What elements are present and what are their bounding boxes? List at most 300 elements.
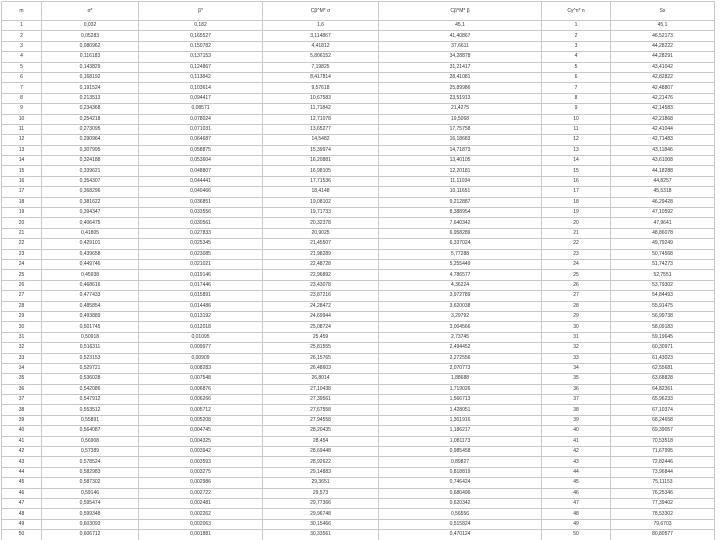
m-cell: 13 (2, 145, 42, 155)
m-cell: 21 (2, 228, 42, 238)
table-row (2, 228, 715, 238)
c-beta-sigma-cell: 28,92622 (263, 457, 379, 467)
c-beta-beta-cell: 0,680496 (379, 488, 542, 498)
c-gamma-n-cell: 27 (542, 291, 611, 301)
c-beta-beta-cell: 16,18683 (379, 135, 542, 145)
c-beta-beta-cell: 1,719026 (379, 384, 542, 394)
c-gamma-n-cell: 8 (542, 93, 611, 103)
sigma-cell: 0,213513 (42, 93, 139, 103)
c-beta-beta-cell: 8,388954 (379, 208, 542, 218)
table-row (2, 176, 715, 186)
c-beta-sigma-cell: 20,32378 (263, 218, 379, 228)
beta-cell: 0,053604 (139, 156, 263, 166)
c-gamma-n-cell: 34 (542, 363, 611, 373)
beta-cell: 0,005208 (139, 415, 263, 425)
c-beta-beta-cell: 0,620342 (379, 498, 542, 508)
c-beta-beta-cell: 2,070773 (379, 363, 542, 373)
beta-cell: 0,008283 (139, 363, 263, 373)
sigma-cell: 0,50918 (42, 332, 139, 342)
sx-cell: 42,41044 (611, 124, 715, 134)
c-beta-sigma-cell: 18,4148 (263, 187, 379, 197)
m-cell: 25 (2, 270, 42, 280)
m-cell: 4 (2, 52, 42, 62)
beta-cell: 0,137153 (139, 52, 263, 62)
sigma-cell: 0,485854 (42, 301, 139, 311)
table-row (2, 135, 715, 145)
beta-cell: 0,003275 (139, 467, 263, 477)
m-cell: 46 (2, 488, 42, 498)
c-beta-beta-cell: 6,337024 (379, 239, 542, 249)
sx-cell: 76,25346 (611, 488, 715, 498)
c-beta-beta-cell: 13,40105 (379, 156, 542, 166)
sx-cell: 65,96233 (611, 395, 715, 405)
m-cell: 17 (2, 187, 42, 197)
c-beta-sigma-cell: 20,9025 (263, 228, 379, 238)
c-gamma-n-cell: 49 (542, 519, 611, 529)
c-beta-sigma-cell: 27,67558 (263, 405, 379, 415)
c-beta-sigma-cell: 29,96748 (263, 509, 379, 519)
c-gamma-n-cell: 30 (542, 322, 611, 332)
c-beta-sigma-cell: 13,65277 (263, 124, 379, 134)
c-beta-beta-cell: 2,494452 (379, 343, 542, 353)
sigma-cell: 0,254218 (42, 114, 139, 124)
table-row (2, 343, 715, 353)
c-beta-sigma-cell: 11,71842 (263, 104, 379, 114)
c-gamma-n-cell: 17 (542, 187, 611, 197)
m-cell: 19 (2, 208, 42, 218)
m-cell: 14 (2, 156, 42, 166)
sx-cell: 56,99738 (611, 311, 715, 321)
table-row (2, 166, 715, 176)
beta-cell: 0,044441 (139, 176, 263, 186)
table-row (2, 467, 715, 477)
beta-cell: 0,124867 (139, 62, 263, 72)
sigma-cell: 0,273095 (42, 124, 139, 134)
beta-cell: 0,036851 (139, 197, 263, 207)
table-row (2, 145, 715, 155)
beta-cell: 0,005712 (139, 405, 263, 415)
m-cell: 41 (2, 436, 42, 446)
table-row (2, 72, 715, 82)
sigma-cell: 0,41805 (42, 228, 139, 238)
m-cell: 15 (2, 166, 42, 176)
column-header-sx: Sx (611, 2, 715, 21)
c-beta-beta-cell: 0,818819 (379, 467, 542, 477)
m-cell: 1 (2, 21, 42, 31)
sigma-cell: 0,582983 (42, 467, 139, 477)
c-beta-beta-cell: 34,28878 (379, 52, 542, 62)
c-gamma-n-cell: 39 (542, 415, 611, 425)
beta-cell: 0,003593 (139, 457, 263, 467)
c-gamma-n-cell: 24 (542, 259, 611, 269)
c-beta-beta-cell: 0,515824 (379, 519, 542, 529)
c-beta-sigma-cell: 26,15765 (263, 353, 379, 363)
m-cell: 38 (2, 405, 42, 415)
c-gamma-n-cell: 1 (542, 21, 611, 31)
sx-cell: 44,28291 (611, 52, 715, 62)
sigma-cell: 0,56908 (42, 436, 139, 446)
m-cell: 22 (2, 239, 42, 249)
c-beta-sigma-cell: 3,114867 (263, 31, 379, 41)
beta-cell: 0,113842 (139, 72, 263, 82)
sigma-cell: 0,595474 (42, 498, 139, 508)
sigma-cell: 0,553512 (42, 405, 139, 415)
sx-cell: 68,24658 (611, 415, 715, 425)
c-beta-beta-cell: 19,5068 (379, 114, 542, 124)
sx-cell: 44,18288 (611, 166, 715, 176)
beta-cell: 0,006876 (139, 384, 263, 394)
sigma-cell: 0,542086 (42, 384, 139, 394)
m-cell: 31 (2, 332, 42, 342)
sigma-cell: 0,59146 (42, 488, 139, 498)
beta-cell: 0,025345 (139, 239, 263, 249)
sigma-cell: 0,493889 (42, 311, 139, 321)
c-beta-beta-cell: 1,566713 (379, 395, 542, 405)
c-gamma-n-cell: 33 (542, 353, 611, 363)
sx-cell: 67,10374 (611, 405, 715, 415)
sigma-cell: 0,168192 (42, 72, 139, 82)
c-gamma-n-cell: 38 (542, 405, 611, 415)
table-body (2, 21, 715, 540)
sx-cell: 59,19645 (611, 332, 715, 342)
sx-cell: 44,28222 (611, 41, 715, 51)
c-gamma-n-cell: 31 (542, 332, 611, 342)
c-beta-sigma-cell: 26,48603 (263, 363, 379, 373)
c-gamma-n-cell: 16 (542, 176, 611, 186)
c-beta-sigma-cell: 10,67583 (263, 93, 379, 103)
c-beta-sigma-cell: 24,28472 (263, 301, 379, 311)
c-beta-sigma-cell: 29,77366 (263, 498, 379, 508)
beta-cell: 0,002481 (139, 498, 263, 508)
c-beta-sigma-cell: 30,15466 (263, 519, 379, 529)
m-cell: 23 (2, 249, 42, 259)
m-cell: 30 (2, 322, 42, 332)
c-beta-beta-cell: 12,20181 (379, 166, 542, 176)
m-cell: 18 (2, 197, 42, 207)
m-cell: 26 (2, 280, 42, 290)
m-cell: 24 (2, 259, 42, 269)
c-beta-beta-cell: 25,89986 (379, 83, 542, 93)
c-beta-beta-cell: 2,73745 (379, 332, 542, 342)
column-header-c-gamma-n: Cγ^n* n (542, 2, 611, 21)
beta-cell: 0,094417 (139, 93, 263, 103)
sx-cell: 53,79302 (611, 280, 715, 290)
beta-cell: 0,021021 (139, 259, 263, 269)
sigma-cell: 0,477433 (42, 291, 139, 301)
sx-cell: 50,74568 (611, 249, 715, 259)
sx-cell: 72,82446 (611, 457, 715, 467)
m-cell: 11 (2, 124, 42, 134)
table-row (2, 457, 715, 467)
m-cell: 28 (2, 301, 42, 311)
beta-cell: 0,150782 (139, 41, 263, 51)
c-beta-sigma-cell: 23,87216 (263, 291, 379, 301)
c-gamma-n-cell: 48 (542, 509, 611, 519)
sx-cell: 42,21868 (611, 114, 715, 124)
beta-cell: 0,019146 (139, 270, 263, 280)
c-gamma-n-cell: 46 (542, 488, 611, 498)
beta-cell: 0,007548 (139, 374, 263, 384)
beta-cell: 0,040466 (139, 187, 263, 197)
m-cell: 48 (2, 509, 42, 519)
m-cell: 47 (2, 498, 42, 508)
beta-cell: 0,012018 (139, 322, 263, 332)
c-gamma-n-cell: 10 (542, 114, 611, 124)
m-cell: 45 (2, 478, 42, 488)
beta-cell: 0,01095 (139, 332, 263, 342)
c-beta-sigma-cell: 19,71733 (263, 208, 379, 218)
table-row (2, 426, 715, 436)
c-gamma-n-cell: 47 (542, 498, 611, 508)
sigma-cell: 0,05283 (42, 31, 139, 41)
m-cell: 2 (2, 31, 42, 41)
c-gamma-n-cell: 12 (542, 135, 611, 145)
table-row (2, 395, 715, 405)
m-cell: 12 (2, 135, 42, 145)
c-beta-sigma-cell: 26,8014 (263, 374, 379, 384)
beta-cell: 0,015891 (139, 291, 263, 301)
m-cell: 33 (2, 353, 42, 363)
table-row (2, 208, 715, 218)
c-beta-beta-cell: 11,11034 (379, 176, 542, 186)
beta-cell: 0,08571 (139, 104, 263, 114)
sigma-cell: 0,191524 (42, 83, 139, 93)
c-gamma-n-cell: 20 (542, 218, 611, 228)
m-cell: 9 (2, 104, 42, 114)
m-cell: 49 (2, 519, 42, 529)
table-row (2, 21, 715, 31)
sx-cell: 71,67995 (611, 447, 715, 457)
sigma-cell: 0,324188 (42, 156, 139, 166)
m-cell: 16 (2, 176, 42, 186)
c-beta-sigma-cell: 4,41812 (263, 41, 379, 51)
sx-cell: 45,5318 (611, 187, 715, 197)
c-gamma-n-cell: 21 (542, 228, 611, 238)
m-cell: 10 (2, 114, 42, 124)
c-beta-sigma-cell: 9,57618 (263, 83, 379, 93)
table-row (2, 249, 715, 259)
c-gamma-n-cell: 43 (542, 457, 611, 467)
c-beta-sigma-cell: 23,43078 (263, 280, 379, 290)
c-beta-beta-cell: 1,081173 (379, 436, 542, 446)
sx-cell: 60,30971 (611, 343, 715, 353)
m-cell: 6 (2, 72, 42, 82)
sigma-cell: 0,394347 (42, 208, 139, 218)
table-row (2, 259, 715, 269)
sigma-cell: 0,529721 (42, 363, 139, 373)
c-gamma-n-cell: 2 (542, 31, 611, 41)
c-beta-beta-cell: 3,972789 (379, 291, 542, 301)
c-beta-sigma-cell: 27,10438 (263, 384, 379, 394)
beta-cell: 0,002063 (139, 519, 263, 529)
table-row (2, 104, 715, 114)
sigma-cell: 0,578524 (42, 457, 139, 467)
sigma-cell: 0,57389 (42, 447, 139, 457)
sx-cell: 47,10592 (611, 208, 715, 218)
m-cell: 8 (2, 93, 42, 103)
c-beta-sigma-cell: 16,98105 (263, 166, 379, 176)
c-gamma-n-cell: 7 (542, 83, 611, 93)
c-beta-sigma-cell: 21,98289 (263, 249, 379, 259)
c-gamma-n-cell: 50 (542, 530, 611, 540)
sigma-cell: 0,234368 (42, 104, 139, 114)
c-gamma-n-cell: 41 (542, 436, 611, 446)
c-beta-beta-cell: 14,71873 (379, 145, 542, 155)
c-beta-beta-cell: 17,75758 (379, 124, 542, 134)
c-beta-beta-cell: 41,40867 (379, 31, 542, 41)
beta-cell: 0,014486 (139, 301, 263, 311)
c-gamma-n-cell: 9 (542, 104, 611, 114)
table-row (2, 332, 715, 342)
beta-cell: 0,033556 (139, 208, 263, 218)
table-row (2, 52, 715, 62)
sx-cell: 77,39402 (611, 498, 715, 508)
sx-cell: 69,39057 (611, 426, 715, 436)
sx-cell: 44,8257 (611, 176, 715, 186)
c-beta-beta-cell: 7,640342 (379, 218, 542, 228)
c-beta-sigma-cell: 28,454 (263, 436, 379, 446)
c-beta-sigma-cell: 21,45507 (263, 239, 379, 249)
sx-cell: 42,82822 (611, 72, 715, 82)
c-gamma-n-cell: 29 (542, 311, 611, 321)
sx-cell: 78,53302 (611, 509, 715, 519)
c-beta-beta-cell: 1,301916 (379, 415, 542, 425)
sx-cell: 70,53518 (611, 436, 715, 446)
beta-cell: 0,002262 (139, 509, 263, 519)
beta-cell: 0,165527 (139, 31, 263, 41)
sx-cell: 62,55681 (611, 363, 715, 373)
c-beta-sigma-cell: 25,08724 (263, 322, 379, 332)
beta-cell: 0,003942 (139, 447, 263, 457)
m-cell: 3 (2, 41, 42, 51)
c-beta-beta-cell: 0,985458 (379, 447, 542, 457)
beta-cell: 0,001881 (139, 530, 263, 540)
c-gamma-n-cell: 44 (542, 467, 611, 477)
c-beta-beta-cell: 5,77288 (379, 249, 542, 259)
sigma-cell: 0,381622 (42, 197, 139, 207)
sx-cell: 75,11153 (611, 478, 715, 488)
sx-cell: 58,09183 (611, 322, 715, 332)
beta-cell: 0,023085 (139, 249, 263, 259)
beta-cell: 0,006266 (139, 395, 263, 405)
c-gamma-n-cell: 32 (542, 343, 611, 353)
sigma-cell: 0,468616 (42, 280, 139, 290)
sx-cell: 55,91475 (611, 301, 715, 311)
c-beta-beta-cell: 1,88688 (379, 374, 542, 384)
m-cell: 44 (2, 467, 42, 477)
c-beta-beta-cell: 10,11651 (379, 187, 542, 197)
table-row (2, 239, 715, 249)
sx-cell: 63,68828 (611, 374, 715, 384)
c-gamma-n-cell: 22 (542, 239, 611, 249)
c-beta-sigma-cell: 27,94558 (263, 415, 379, 425)
c-beta-beta-cell: 0,56556 (379, 509, 542, 519)
c-beta-sigma-cell: 25,459 (263, 332, 379, 342)
sx-cell: 49,79249 (611, 239, 715, 249)
c-gamma-n-cell: 6 (542, 72, 611, 82)
m-cell: 39 (2, 415, 42, 425)
table-row (2, 270, 715, 280)
sx-cell: 47,9641 (611, 218, 715, 228)
sx-cell: 46,29428 (611, 197, 715, 207)
table-row (2, 498, 715, 508)
table-row (2, 218, 715, 228)
c-beta-sigma-cell: 28,20435 (263, 426, 379, 436)
beta-cell: 0,078024 (139, 114, 263, 124)
c-beta-sigma-cell: 5,806152 (263, 52, 379, 62)
sigma-cell: 0,599348 (42, 509, 139, 519)
m-cell: 5 (2, 62, 42, 72)
beta-cell: 0,013192 (139, 311, 263, 321)
c-beta-beta-cell: 21,4275 (379, 104, 542, 114)
sigma-cell: 0,080962 (42, 41, 139, 51)
table-row (2, 124, 715, 134)
c-gamma-n-cell: 45 (542, 478, 611, 488)
c-beta-beta-cell: 23,51913 (379, 93, 542, 103)
c-beta-sigma-cell: 29,3651 (263, 478, 379, 488)
sx-cell: 46,52173 (611, 31, 715, 41)
c-beta-beta-cell: 0,746424 (379, 478, 542, 488)
c-beta-beta-cell: 5,255449 (379, 259, 542, 269)
c-beta-beta-cell: 2,272556 (379, 353, 542, 363)
table-row (2, 384, 715, 394)
c-beta-sigma-cell: 29,14883 (263, 467, 379, 477)
sigma-cell: 0,307995 (42, 145, 139, 155)
table-row (2, 311, 715, 321)
column-header-c-beta-beta: Cβ^M* β (379, 2, 542, 21)
sigma-cell: 0,032 (42, 21, 139, 31)
table-row (2, 415, 715, 425)
c-beta-sigma-cell: 7,19825 (263, 62, 379, 72)
beta-cell: 0,048807 (139, 166, 263, 176)
sigma-cell: 0,606712 (42, 530, 139, 540)
beta-cell: 0,004745 (139, 426, 263, 436)
c-beta-beta-cell: 1,186217 (379, 426, 542, 436)
sx-cell: 51,74273 (611, 259, 715, 269)
c-beta-sigma-cell: 1,6 (263, 21, 379, 31)
m-cell: 36 (2, 384, 42, 394)
table-row (2, 291, 715, 301)
m-cell: 37 (2, 395, 42, 405)
table-row (2, 301, 715, 311)
beta-cell: 0,00909 (139, 353, 263, 363)
sigma-cell: 0,290964 (42, 135, 139, 145)
table-row (2, 447, 715, 457)
c-gamma-n-cell: 36 (542, 384, 611, 394)
table-row (2, 322, 715, 332)
m-cell: 40 (2, 426, 42, 436)
c-beta-sigma-cell: 14,5482 (263, 135, 379, 145)
c-gamma-n-cell: 13 (542, 145, 611, 155)
c-gamma-n-cell: 26 (542, 280, 611, 290)
c-beta-beta-cell: 3,620038 (379, 301, 542, 311)
sx-cell: 52,7551 (611, 270, 715, 280)
beta-cell: 0,030561 (139, 218, 263, 228)
m-cell: 7 (2, 83, 42, 93)
sigma-cell: 0,523153 (42, 353, 139, 363)
c-beta-sigma-cell: 24,69944 (263, 311, 379, 321)
sx-cell: 61,43023 (611, 353, 715, 363)
m-cell: 20 (2, 218, 42, 228)
sx-cell: 42,48807 (611, 83, 715, 93)
sigma-cell: 0,339621 (42, 166, 139, 176)
beta-cell: 0,103614 (139, 83, 263, 93)
c-beta-beta-cell: 45,1 (379, 21, 542, 31)
c-beta-beta-cell: 3,004566 (379, 322, 542, 332)
c-beta-sigma-cell: 22,48728 (263, 259, 379, 269)
beta-cell: 0,071031 (139, 124, 263, 134)
sigma-cell: 0,429101 (42, 239, 139, 249)
